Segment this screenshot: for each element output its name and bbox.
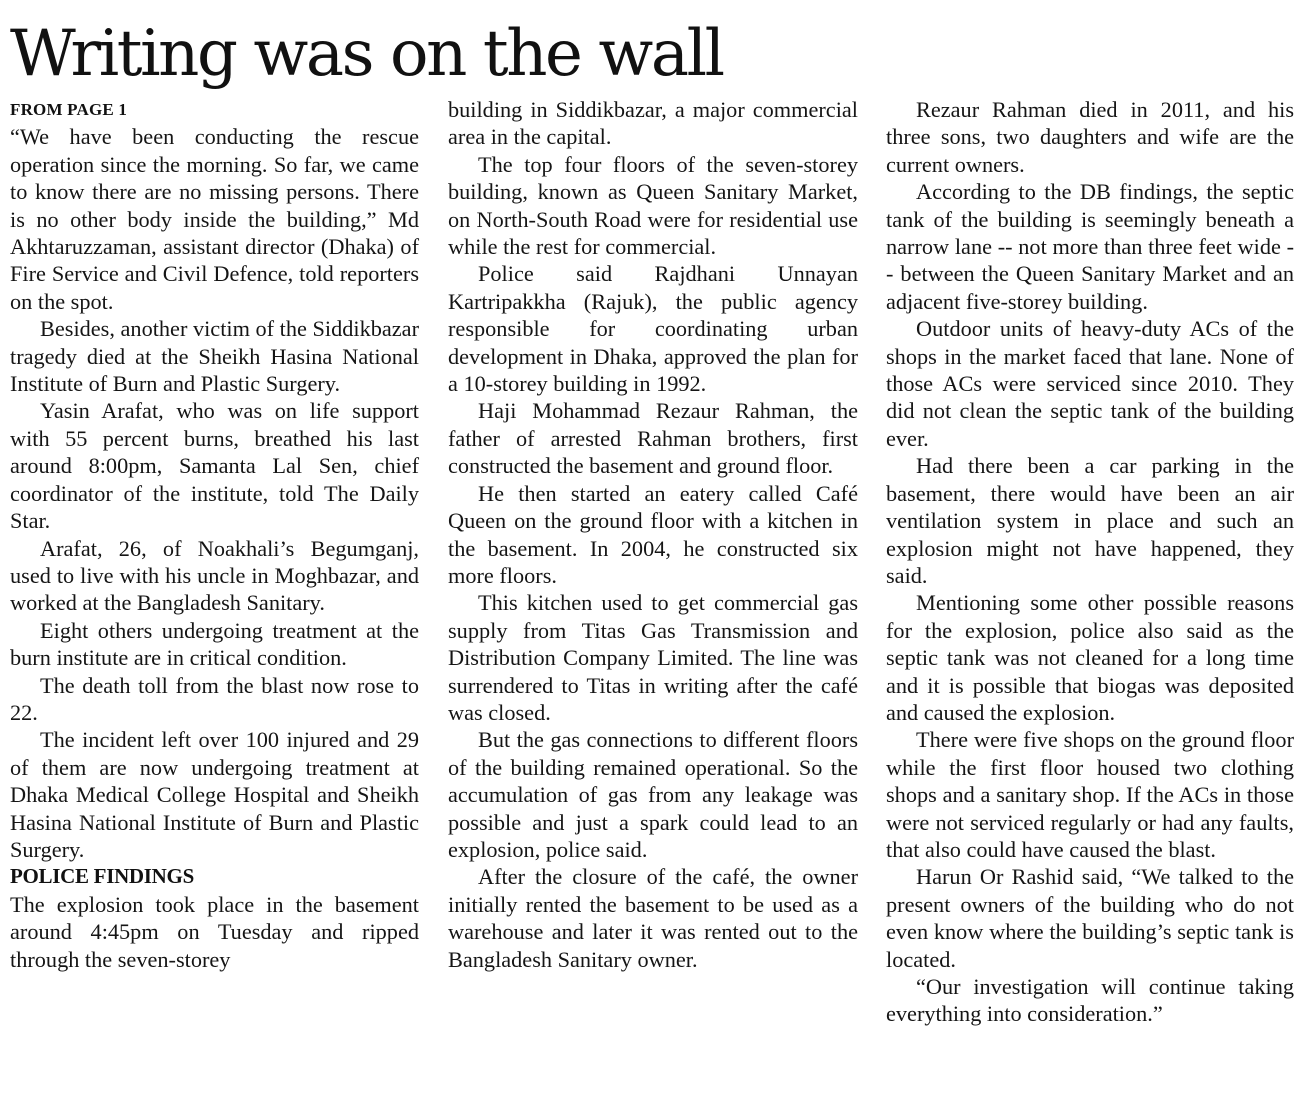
article-paragraph: Besides, another victim of the Siddikbazar tragedy died at the Sheikh Hasina National Institute of Burn and Plastic Surgery. <box>10 316 419 397</box>
article-paragraph: The incident left over 100 injured and 29 of them are now undergoing treatment at Dhaka Medical College Hospital and Sheikh Hasina National Institute of Burn and Plastic Surgery. <box>10 727 419 862</box>
article-paragraph: The top four floors of the seven-storey building, known as Queen Sanitary Market, on North-South Road were for residential use while the rest for commercial. <box>448 151 858 260</box>
article-paragraph: This kitchen used to get commercial gas supply from Titas Gas Transmission and Distribution Company Limited. The line was surrendered to Titas in writing after the café was closed. <box>448 590 858 725</box>
section-subhead: POLICE FINDINGS <box>10 864 194 889</box>
article-headline: Writing was on the wall <box>10 17 723 91</box>
article-paragraph: Police said Rajdhani Unnayan Kartripakkha (Rajuk), the public agency responsible for coordinating urban development in Dhaka, approved the plan for a 10-storey building in 1992. <box>448 261 858 397</box>
article-paragraph: According to the DB findings, the septic tank of the building is seemingly beneath a narrow lane -- not more than three feet wide -- between the Queen Sanitary Market and an adjacent five-storey building. <box>886 179 1294 314</box>
article-paragraph: The death toll from the blast now rose to 22. <box>10 672 419 725</box>
article-paragraph: Eight others undergoing treatment at the burn institute are in critical condition. <box>10 617 419 671</box>
article-paragraph: Harun Or Rashid said, “We talked to the present owners of the building who do not even know where the building’s septic tank is located. <box>886 864 1294 972</box>
article-paragraph: But the gas connections to different floors of the building remained operational. So the accumulation of gas from any leakage was possible and just a spark could lead to an explosion, police said. <box>448 727 858 862</box>
article-column-2 <box>448 96 858 973</box>
article-paragraph: The explosion took place in the basement around 4:45pm on Tuesday and ripped through the seven-storey <box>10 891 419 972</box>
article-paragraph: Arafat, 26, of Noakhali’s Begumganj, used to live with his uncle in Moghbazar, and worked at the Bangladesh Sanitary. <box>10 535 419 616</box>
article-paragraph: There were five shops on the ground floor while the first floor housed two clothing shops and a sanitary shop. If the ACs in those were not serviced regularly or had any faults, that also could have caused the blast. <box>886 727 1294 862</box>
article-paragraph: “We have been conducting the rescue operation since the morning. So far, we came to know there are no missing persons. There is no other body inside the building,” Md Akhtaruzzaman, assistant director (Dhaka) of Fire Service and Civil Defence, told reporters on the spot. <box>10 124 419 314</box>
article-paragraph: After the closure of the café, the owner initially rented the basement to be used as a warehouse and later it was rented out to the Bangladesh Sanitary owner. <box>448 864 858 972</box>
article-paragraph: Rezaur Rahman died in 2011, and his three sons, two daughters and wife are the current owners. <box>886 97 1294 177</box>
article-paragraph: Haji Mohammad Rezaur Rahman, the father of arrested Rahman brothers, first constructed the basement and ground floor. <box>448 398 858 479</box>
article-paragraph: He then started an eatery called Café Queen on the ground floor with a kitchen in the basement. In 2004, he constructed six more floors. <box>448 480 858 588</box>
continuation-kicker: FROM PAGE 1 <box>10 100 128 119</box>
article-paragraph: Yasin Arafat, who was on life support with 55 percent burns, breathed his last around 8:00pm, Samanta Lal Sen, chief coordinator of the institute, told The Daily Star. <box>10 398 419 534</box>
article-paragraph-continued: building in Siddikbazar, a major commercial area in the capital. <box>448 97 858 150</box>
article-paragraph: Mentioning some other possible reasons for the explosion, police also said as the septic tank was not cleaned for a long time and it is possible that biogas was deposited and caused the explosion. <box>886 590 1294 725</box>
article-paragraph: Outdoor units of heavy-duty ACs of the shops in the market faced that lane. None of those ACs were serviced since 2010. They did not clean the septic tank of the building ever. <box>886 316 1294 451</box>
article-paragraph: “Our investigation will continue taking everything into consideration.” <box>886 974 1294 1027</box>
article-paragraph: Had there been a car parking in the basement, there would have been an air ventilation system in place and such an explosion might not have happened, they said. <box>886 453 1294 588</box>
article-column-1 <box>10 96 419 973</box>
article-column-3 <box>886 96 1294 1028</box>
